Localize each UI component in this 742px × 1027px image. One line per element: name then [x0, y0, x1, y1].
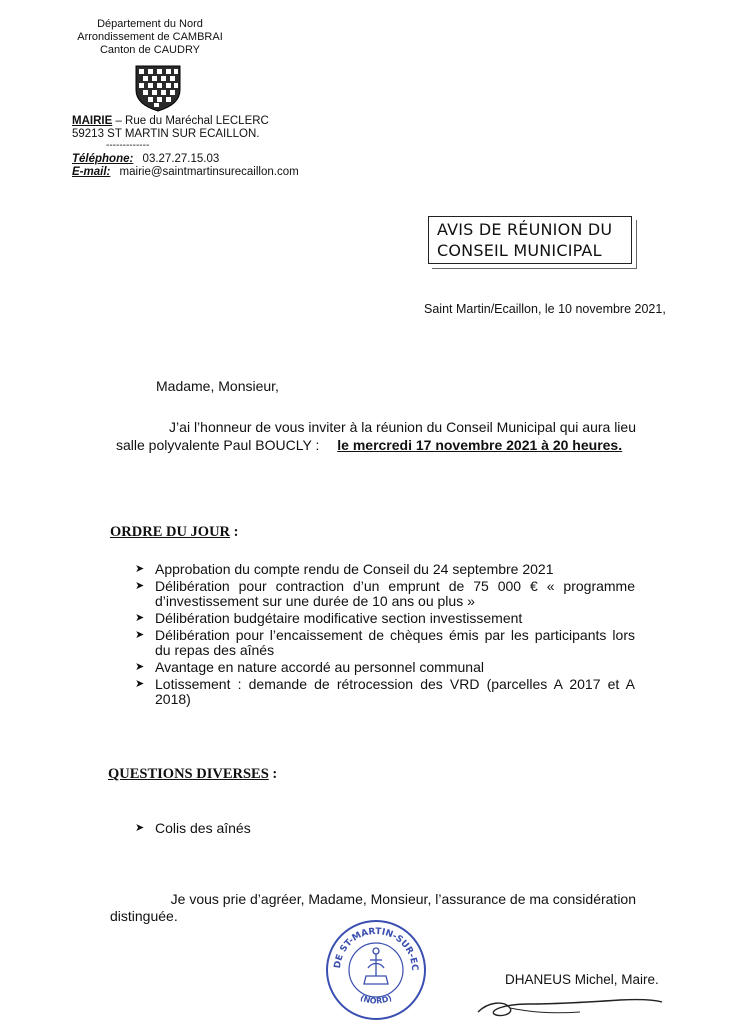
arrow-bullet-icon: ➤: [135, 822, 145, 834]
closing-line-2: distinguée.: [110, 908, 178, 924]
invitation-datetime: le mercredi 17 novembre 2021 à 20 heures.: [337, 437, 623, 453]
separator-line: -------------: [106, 140, 150, 151]
agenda-list: [135, 562, 635, 709]
phone-line: [72, 152, 219, 166]
phone-label: Téléphone:: [72, 153, 134, 165]
agenda-heading-colon: :: [230, 524, 239, 540]
mairie-city: 59213 ST MARTIN SUR ECAILLON.: [72, 128, 260, 140]
title-box: [428, 216, 632, 264]
questions-list: [135, 821, 535, 838]
agenda-heading-text: ORDRE DU JOUR: [110, 524, 231, 540]
mairie-label: MAIRIE: [72, 115, 113, 127]
questions-heading-text: QUESTIONS DIVERSES: [108, 766, 269, 782]
title-line-2: CONSEIL MUNICIPAL: [437, 241, 602, 260]
coat-of-arms-icon: [134, 64, 182, 112]
stamp-text-top: DE ST-MARTIN-SUR-EC: [332, 926, 420, 972]
arrow-bullet-icon: ➤: [135, 563, 145, 575]
department-line: Département du Nord: [97, 18, 203, 30]
list-item: ➤ Délibération pour contraction d’un emprunt de 75 000 € « programme d’investissement sur une durée de 10 ans ou plus »: [135, 578, 635, 609]
invitation-line-2: [116, 436, 622, 454]
list-item: ➤ Délibération pour l’encaissement de chèques émis par les participants lors du repas des aînés: [135, 627, 635, 658]
questions-heading-colon: :: [268, 766, 278, 782]
stamp-text-bottom: (NORD): [358, 993, 394, 1006]
email-label: E-mail:: [72, 166, 111, 178]
phone-value: 03.27.27.15.03: [142, 153, 220, 165]
email-value[interactable]: mairie@saintmartinsurecaillon.com: [119, 166, 299, 178]
title-line-1: AVIS DE RÉUNION DU: [437, 220, 613, 239]
salutation: Madame, Monsieur,: [156, 378, 279, 394]
official-stamp-icon: [324, 918, 428, 1022]
list-item: ➤ Colis des aînés: [135, 820, 251, 836]
agenda-heading: [110, 523, 239, 541]
arrow-bullet-icon: ➤: [135, 580, 145, 592]
date-line: Saint Martin/Ecaillon, le 10 novembre 2021,: [424, 302, 666, 316]
signature-icon: [470, 990, 670, 1022]
arrow-bullet-icon: ➤: [135, 612, 145, 624]
invitation-line-1: J’ai l’honneur de vous inviter à la réunion du Conseil Municipal qui aura lieu: [169, 419, 636, 435]
email-line: [72, 165, 299, 179]
svg-text:MAIRIE DE ST-MARTIN-SUR-ECAILL: [324, 918, 419, 971]
canton-line: Canton de CAUDRY: [99, 44, 201, 56]
list-item: ➤ Délibération budgétaire modificative section investissement: [135, 610, 523, 626]
mairie-address: [72, 114, 269, 128]
arrow-bullet-icon: ➤: [135, 629, 145, 641]
svg-text:(NORD): [359, 993, 393, 1005]
mairie-street: – Rue du Maréchal LECLERC: [112, 115, 269, 127]
arrondissement-line: Arrondissement de CAMBRAI: [77, 31, 223, 43]
questions-heading: [108, 765, 277, 783]
arrow-bullet-icon: ➤: [135, 678, 145, 690]
list-item: ➤ Lotissement : demande de rétrocession des VRD (parcelles A 2017 et A 2018): [135, 676, 635, 707]
signatory-name: DHANEUS Michel, Maire.: [505, 972, 659, 987]
invitation-venue: salle polyvalente Paul BOUCLY :: [116, 437, 320, 453]
arrow-bullet-icon: ➤: [135, 661, 145, 673]
list-item: ➤ Avantage en nature accordé au personnel communal: [135, 659, 484, 675]
list-item: ➤ Approbation du compte rendu de Conseil du 24 septembre 2021: [135, 561, 554, 577]
closing-line-1: Je vous prie d’agréer, Madame, Monsieur, l’assurance de ma considération: [170, 891, 636, 907]
